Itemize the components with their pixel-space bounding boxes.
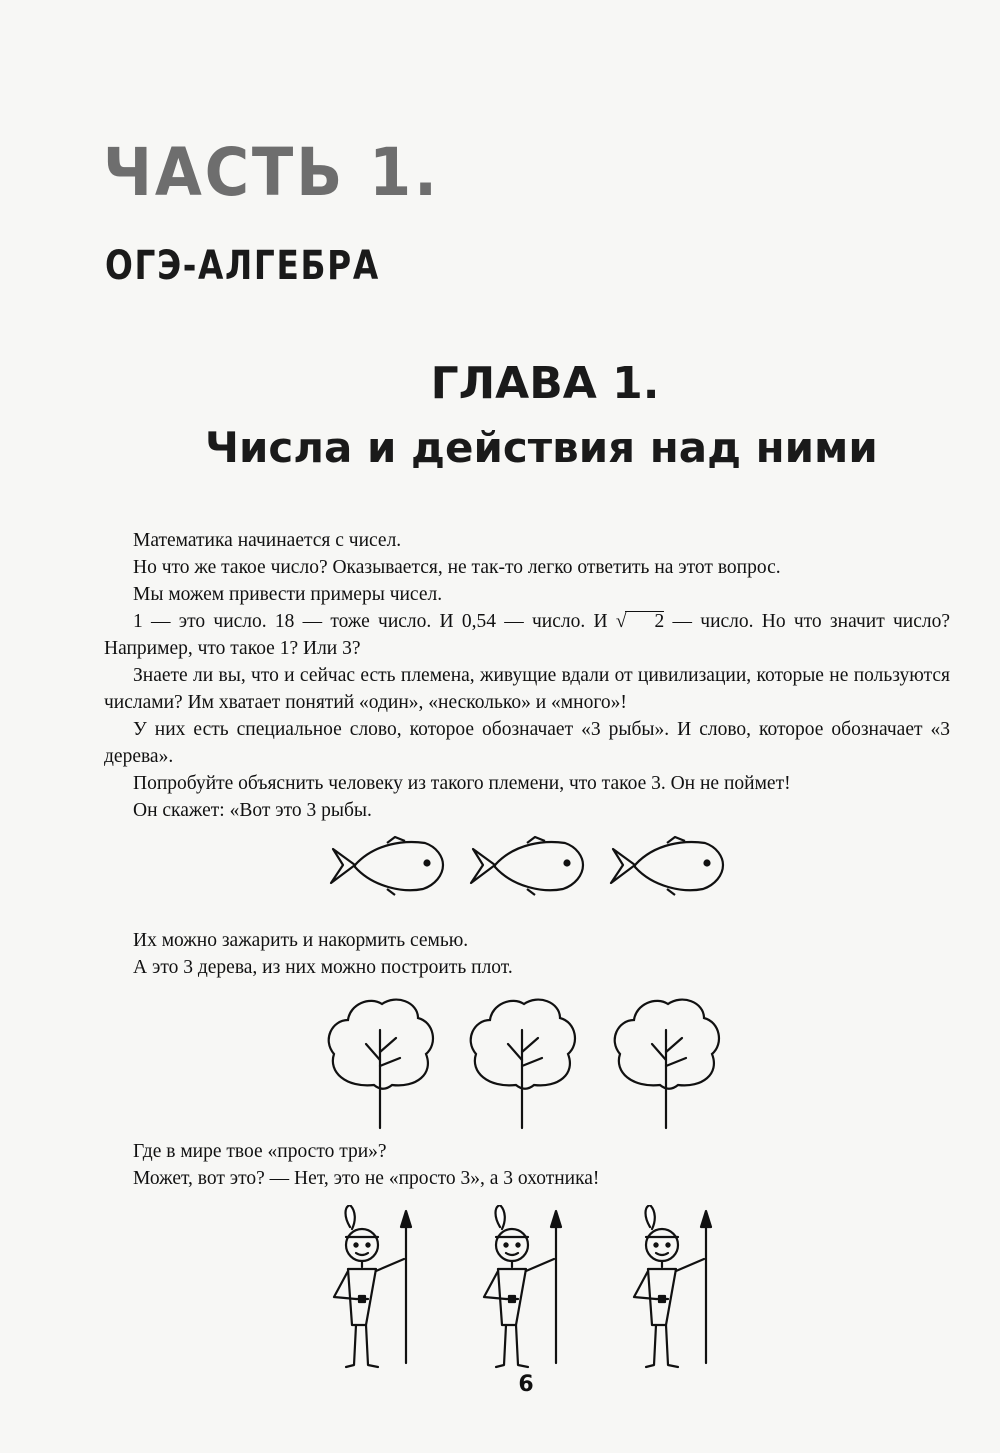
paragraph: Попробуйте объяснить человеку из такого племени, что такое 3. Он не поймет! [133, 773, 791, 794]
chapter-title: ГЛАВА 1. [430, 358, 660, 409]
part-title: ЧАСТЬ 1. [103, 134, 440, 211]
body-text-block-2 [104, 927, 950, 981]
trees-illustration [322, 990, 742, 1130]
paragraph: У них есть специальное слово, которое обозначает «3 рыбы». И слово, которое обозначает «3 дерева». [104, 719, 950, 767]
paragraph: Их можно зажарить и накормить семью. [133, 930, 469, 951]
tree-icon [329, 1000, 433, 1128]
paragraph: А это 3 дерева, из них можно построить плот. [133, 957, 513, 978]
paragraph: Он скажет: «Вот это 3 рыбы. [133, 800, 372, 821]
body-text-block-1 [104, 527, 950, 824]
fish-icon [611, 837, 723, 895]
paragraph: Где в мире твое «просто три»? [133, 1141, 387, 1162]
paragraph [104, 608, 950, 662]
fish-icon [331, 837, 443, 895]
paragraph: Но что же такое число? Оказывается, не так-то легко ответить на этот вопрос. [133, 557, 781, 578]
hunters-illustration [322, 1205, 742, 1375]
hunter-icon [484, 1205, 561, 1367]
chapter-subtitle: Числа и действия над ними [205, 423, 878, 472]
fish-illustration [325, 835, 735, 897]
paragraph: Может, вот это? — Нет, это не «просто 3», а 3 охотника! [133, 1168, 600, 1189]
hunter-icon [334, 1205, 411, 1367]
tree-icon [471, 1000, 575, 1128]
hunter-icon [634, 1205, 711, 1367]
sqrt-symbol: √ [615, 611, 627, 632]
text-span: 1 — это число. 18 — тоже число. И 0,54 — число. И [133, 611, 616, 632]
page-number: 6 [518, 1372, 534, 1397]
paragraph: Мы можем привести примеры чисел. [133, 584, 443, 605]
part-subtitle: ОГЭ-АЛГЕБРА [105, 243, 380, 289]
paragraph: Математика начинается с чисел. [133, 530, 402, 551]
body-text-block-3 [104, 1138, 950, 1192]
sqrt-argument: 2 [625, 611, 665, 632]
fish-icon [471, 837, 583, 895]
text-span: — число. Но что значит число? Например, что такое 1? Или 3? [104, 611, 950, 659]
paragraph: Знаете ли вы, что и сейчас есть племена, живущие вдали от цивилизации, которые не пользуются числами? Им хватает понятий «один», «несколько» и «много»! [104, 665, 950, 713]
tree-icon [615, 1000, 719, 1128]
